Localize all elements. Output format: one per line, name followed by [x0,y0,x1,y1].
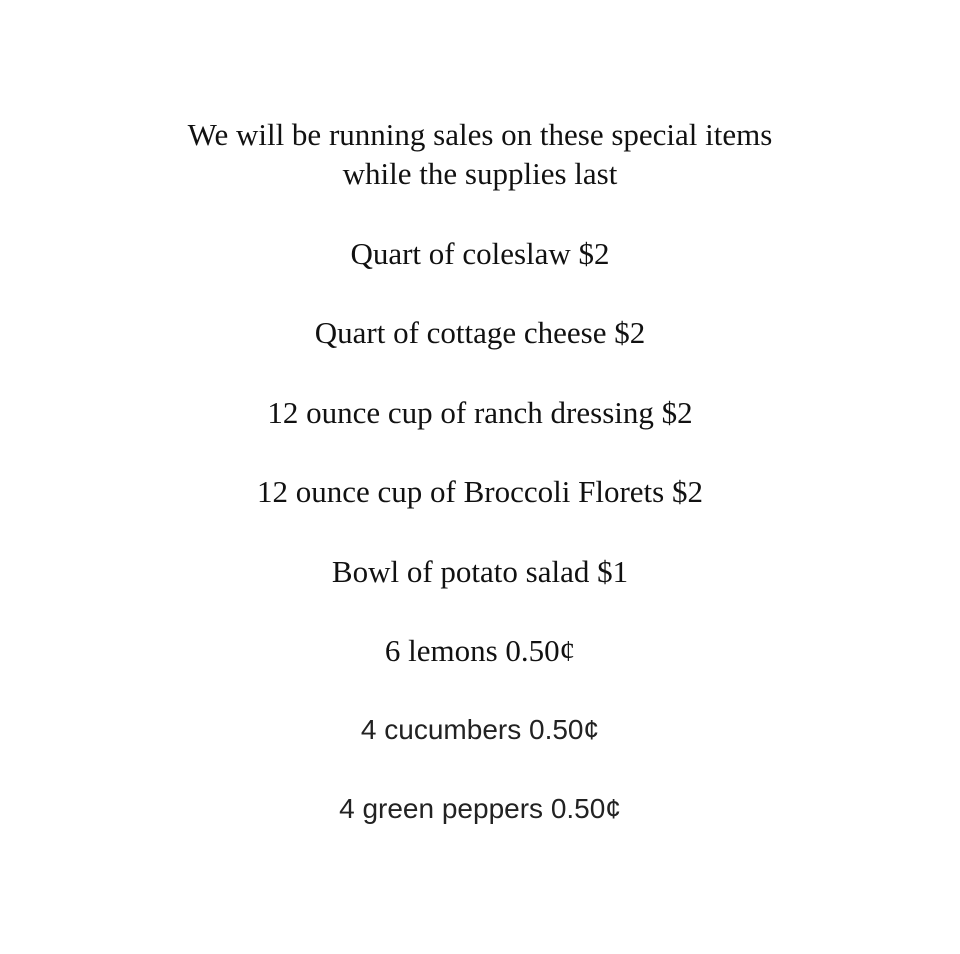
sale-item-ranch-dressing: 12 ounce cup of ranch dressing $2 [267,395,693,430]
sale-item-cottage-cheese: Quart of cottage cheese $2 [314,315,646,350]
sale-item-coleslaw: Quart of coleslaw $2 [350,236,610,271]
sale-item-green-peppers: 4 green peppers 0.50¢ [339,793,621,824]
sale-item-potato-salad: Bowl of potato salad $1 [331,554,629,589]
heading-line-2: while the supplies last [342,156,618,191]
sale-item-cucumbers: 4 cucumbers 0.50¢ [360,714,600,745]
sale-item-broccoli-florets: 12 ounce cup of Broccoli Florets $2 [257,474,703,509]
heading-line-1: We will be running sales on these special items [187,117,773,152]
sale-item-lemons: 6 lemons 0.50¢ [384,633,576,668]
